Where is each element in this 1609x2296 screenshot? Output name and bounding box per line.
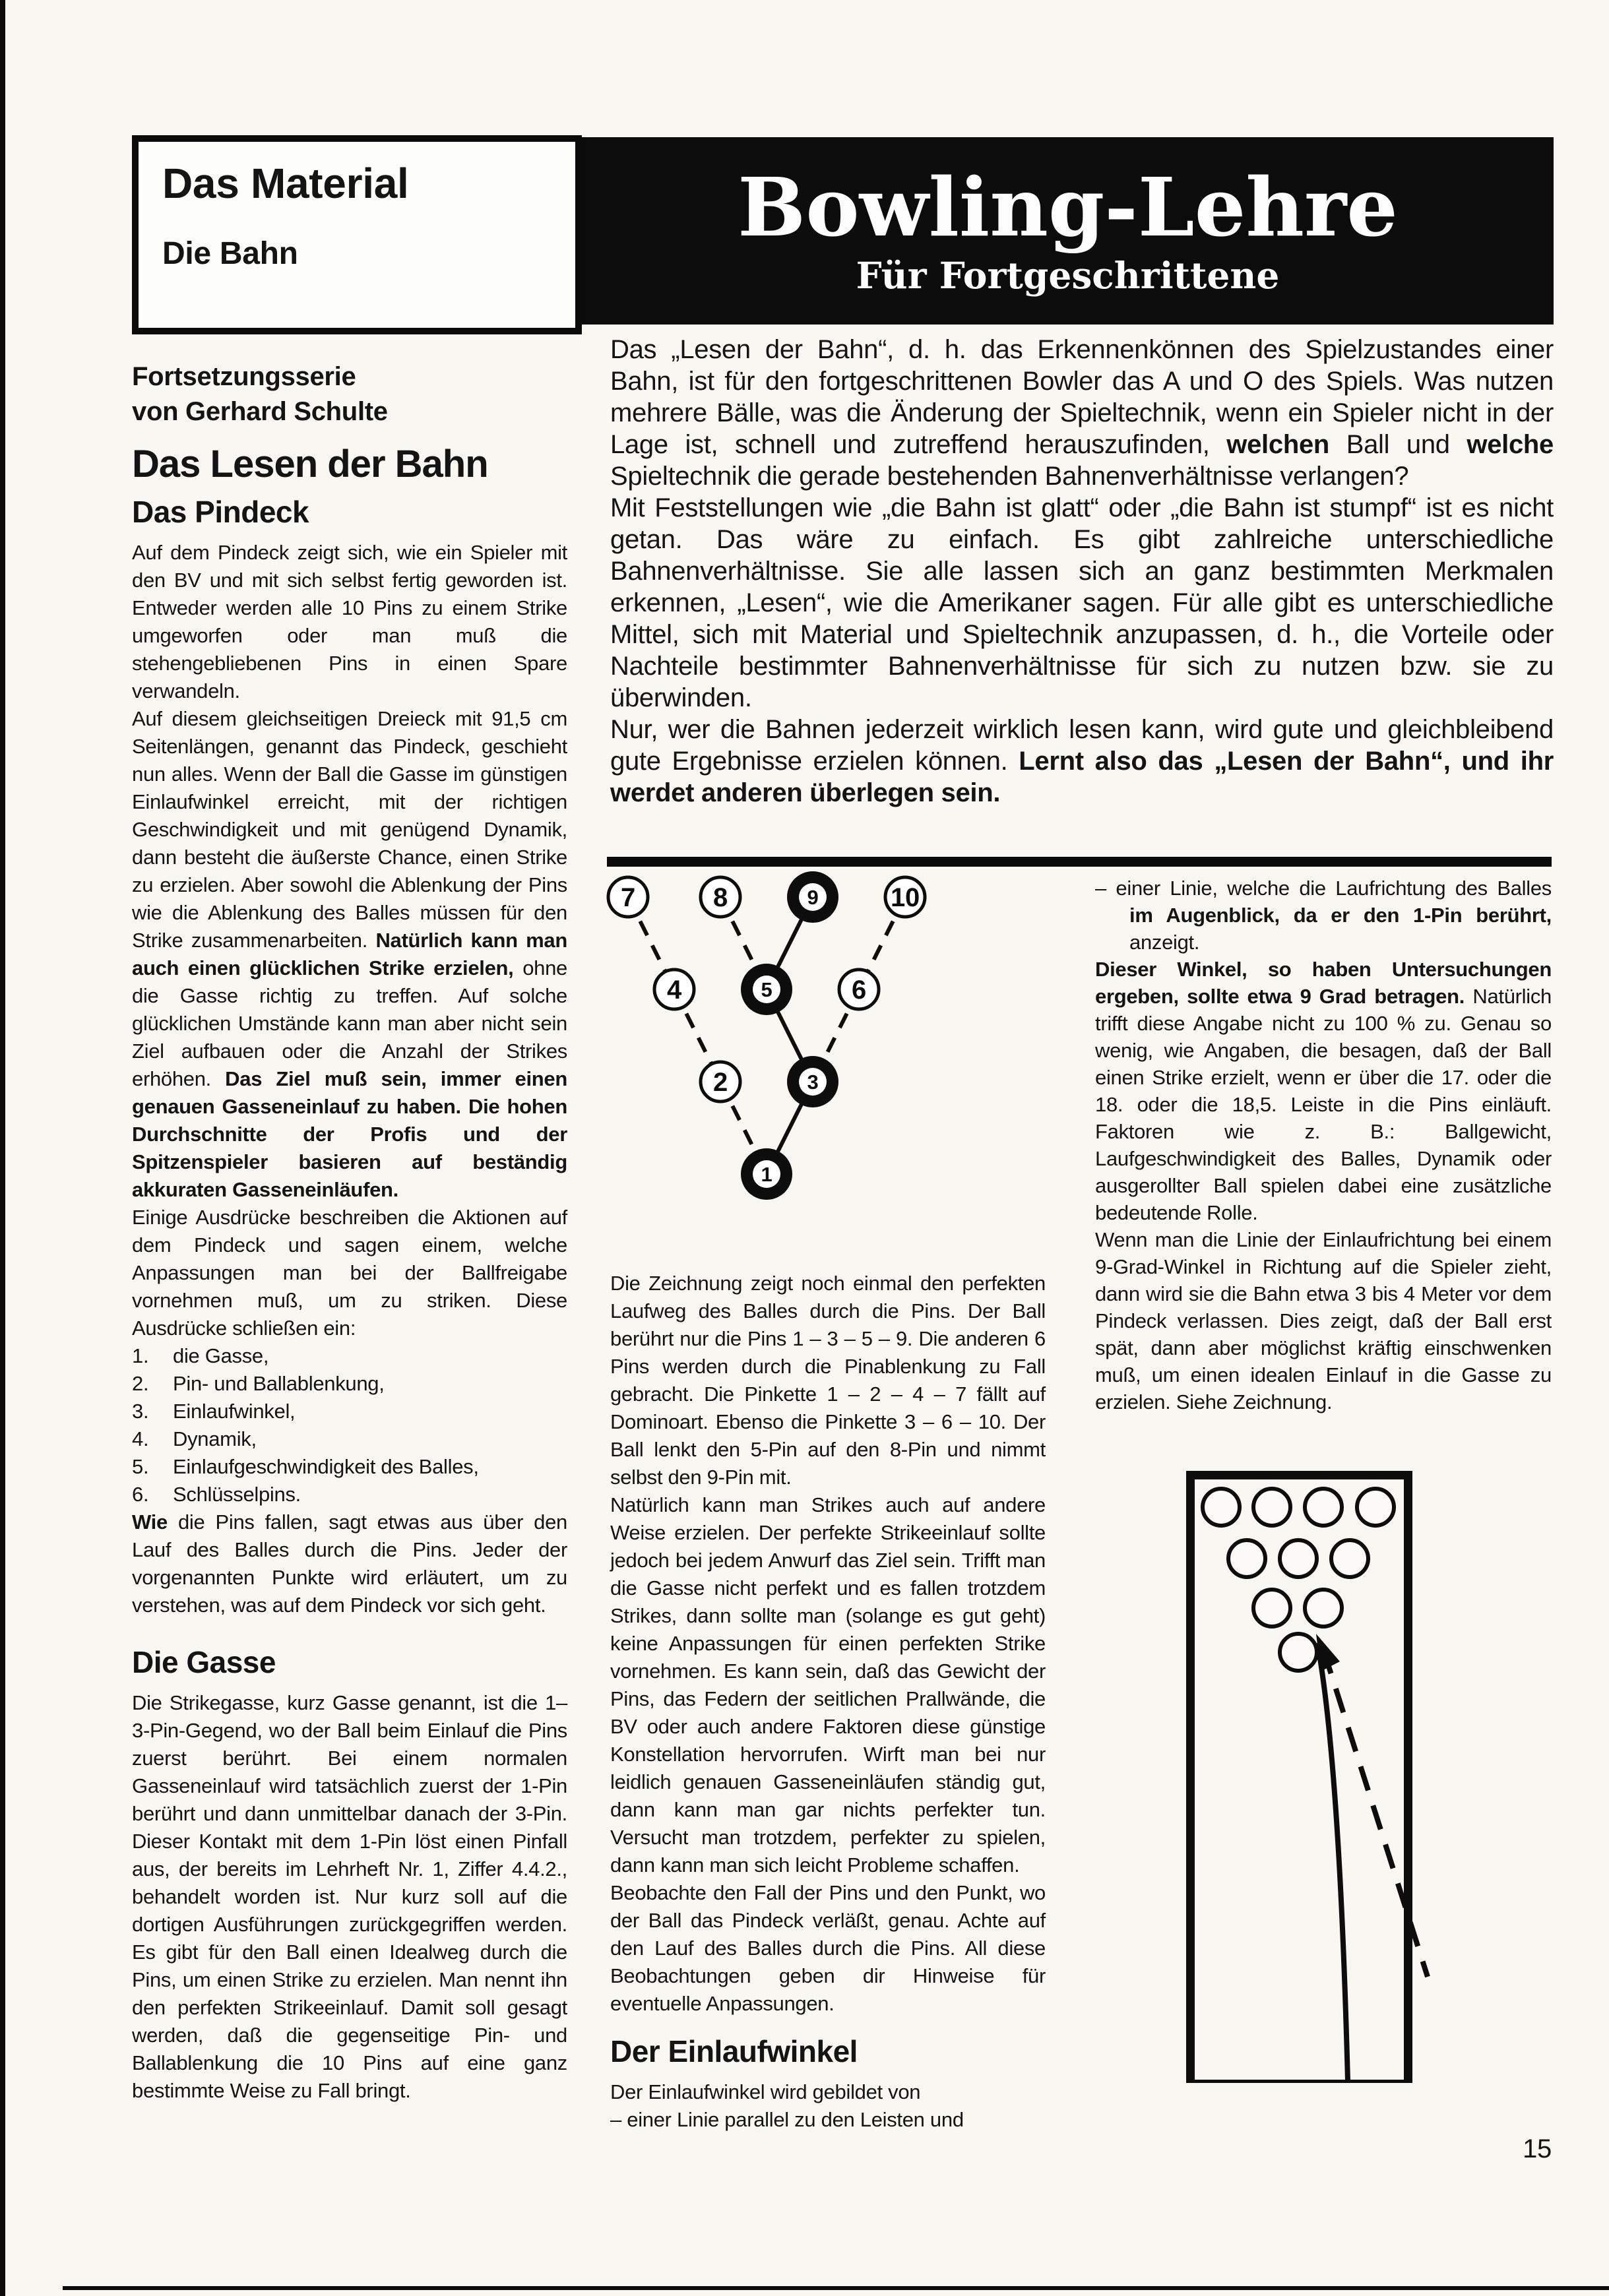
- left-column: [132, 359, 567, 2105]
- winkel-paragraph-2: Wenn man die Linie der Einlaufrichtung bei einem 9-Grad-Winkel in Richtung auf die Spieler zieht, dann wird sie die Bahn etwa 3 bis 4 Meter vor dem Pindeck verlassen. Dies zeigt, daß der Ball erst spät, dann aber möglichst kräftig einschwenken muß, um einen idealen Einlauf in die Gasse zu erzielen. Siehe Zeichnung.: [1095, 1228, 1552, 1413]
- list-item-text: die Gasse,: [173, 1344, 269, 1367]
- section-heading-gasse: Die Gasse: [132, 1645, 276, 1679]
- intro-paragraph-2: Mit Feststellungen wie „die Bahn ist glatt“ oder „die Bahn ist stumpf“ ist es nicht getan. Das wäre zu einfach. Es gibt zahlreiche unterschiedliche Bahnenverhältnisse. Sie alle lassen sich an ganz bestimmten Merkmalen erkennen, „Lesen“, wie die Amerikaner sagen. Für alle gibt es unterschiedliche Mittel, sich mit Material und Spieltechnik anzupassen, d. h., die Vorteile oder Nachteile bestimmter Bahnenverhältnisse für sich zu nutzen bzw. sie zu überwinden.: [610, 493, 1554, 712]
- list-item-text: Einlaufgeschwindigkeit des Balles,: [173, 1455, 479, 1478]
- pin-number: 8: [713, 883, 728, 912]
- gasse-paragraph: Die Strikegasse, kurz Gasse genannt, ist die 1–3-Pin-Gegend, wo der Ball beim Einlauf die Pins zuerst berührt. Bei einem normalen Gasseneinlauf wird tatsächlich zuerst der 1-Pin berührt und dann unmittelbar danach der 3-Pin. Dieser Kontakt mit dem 1-Pin löst einen Pinfall aus, der bereits im Lehrheft Nr. 1, Ziffer 4.4.2., behandelt worden ist. Nur kurz soll auf die dortigen Ausführungen zurückgegriffen werden. Es gibt für den Ball einen Idealweg durch die Pins, um einen Strike zu erzielen. Man nennt ihn den perfekten Strikeeinlauf. Damit soll gesagt werden, daß die gegenseitige Pin- und Ballablenkung die 10 Pins auf eine ganz bestimmte Weise zu Fall bringt.: [132, 1691, 567, 2102]
- list-item-number: 3.: [132, 1400, 149, 1423]
- winkel-paragraph-1: Dieser Winkel, so haben Untersuchungen ergeben, sollte etwa 9 Grad betragen. Natürlich trifft diese Angabe nicht zu 100 % zu. Genau so wenig, wie Angaben, die besagen, daß der Ball einen Strike erzielt, wenn er über die 17. oder die 18. oder die 18,5. Leiste in die Pins einläuft. Faktoren wie z. B.: Ballgewicht, Laufgeschwindigkeit des Balles, Dynamik oder ausgerollter Ball spielen dabei eine zusätzliche bedeutende Rolle.: [1095, 958, 1552, 1224]
- pin-3: [787, 1056, 838, 1107]
- einlaufwinkel-bullet-2: – einer Linie, welche die Laufrichtung des Balles im Augenblick, da er den 1-Pin berührt, anzeigt.: [1095, 877, 1552, 954]
- pin-7: [608, 877, 648, 917]
- pin-2: [701, 1062, 740, 1101]
- lane-pin: [1305, 1489, 1342, 1526]
- header-box-subtitle: Die Bahn: [162, 236, 298, 271]
- list-item: [132, 1398, 567, 1425]
- lane-pin: [1253, 1590, 1290, 1627]
- list-item-number: 6.: [132, 1483, 149, 1506]
- diagram-caption-paragraph-3: Beobachte den Fall der Pins und den Punkt, wo der Ball das Pindeck verläßt, genau. Achte auf den Lauf des Balles durch die Pins. All diese Beobachtungen geben dir Hinweise für eventuelle Anpassungen.: [610, 1881, 1046, 2015]
- pin-number: 1: [761, 1163, 773, 1186]
- pin-number: 10: [891, 883, 920, 912]
- list-item-text: Einlaufwinkel,: [173, 1400, 296, 1423]
- section-heading-einlaufwinkel: Der Einlaufwinkel: [610, 2034, 858, 2068]
- list-item-text: Schlüsselpins.: [173, 1483, 301, 1506]
- pin-10: [885, 877, 925, 917]
- pindeck-paragraph-3: Einige Ausdrücke beschreiben die Aktionen auf dem Pindeck und sagen einem, welche Anpassungen man bei der Ballfreigabe vornehmen muß, um zu striken. Diese Ausdrücke schließen ein:: [132, 1206, 567, 1340]
- pin-5: [741, 964, 792, 1015]
- lane-pin: [1305, 1590, 1342, 1627]
- lane-pin: [1357, 1489, 1394, 1526]
- bottom-rule: [63, 2286, 1609, 2290]
- byline: [132, 359, 567, 429]
- lane-pin: [1228, 1540, 1265, 1577]
- pin-4: [654, 970, 694, 1009]
- pin-number: 6: [852, 976, 866, 1005]
- diagram-caption-paragraph-2: Natürlich kann man Strikes auch auf andere Weise erzielen. Der perfekte Strikeeinlauf sollte jedoch bei jedem Anwurf das Ziel sein. Trifft man die Gasse nicht perfekt und es fallen trotzdem Strikes, dann sollte man (solange es gut geht) keine Anpassungen für einen perfekten Strike vornehmen. Es kann sein, daß das Gewicht der Pins, das Federn der seitlichen Prallwände, die BV oder auch andere Faktoren diese günstige Konstellation hervorrufen. Wirft man bei nur leidlich genauen Gasseneinläufen ständig gut, dann kann man gar nichts perfekter tun. Versucht man trotzdem, perfekter zu spielen, dann kann man sich leicht Probleme schaffen.: [610, 1493, 1046, 1877]
- adjustment-term-list: [132, 1342, 567, 1508]
- pin-number: 5: [761, 978, 773, 1001]
- pin-1: [741, 1148, 792, 1200]
- diagram-caption-paragraph-1: Die Zeichnung zeigt noch einmal den perfekten Laufweg des Balles durch die Pins. Der Ball berührt nur die Pins 1 – 3 – 5 – 9. Die anderen 6 Pins werden durch die Pinablenkung zu Fall gebracht. Die Pinkette 1 – 2 – 4 – 7 fällt auf Dominoart. Ebenso die Pinkette 3 – 6 – 10. Der Ball lenkt den 5-Pin auf den 8-Pin und nimmt selbst den 9-Pin mit.: [610, 1272, 1046, 1489]
- lane-pin: [1203, 1489, 1240, 1526]
- section-heading-pindeck: Das Pindeck: [132, 495, 309, 529]
- lane-pin: [1280, 1634, 1317, 1671]
- pin-9: [787, 871, 838, 923]
- lane-pin: [1331, 1540, 1368, 1577]
- pin-number: 9: [807, 886, 819, 909]
- byline-line-2: von Gerhard Schulte: [132, 397, 388, 426]
- einlaufwinkel-bullet-1: – einer Linie parallel zu den Leisten und: [610, 2108, 964, 2131]
- lane-pin: [1253, 1489, 1290, 1526]
- pin-number: 4: [667, 976, 681, 1005]
- banner: [582, 137, 1554, 325]
- byline-line-1: Fortsetzungsserie: [132, 362, 356, 391]
- list-item-number: 2.: [132, 1372, 149, 1395]
- einlaufwinkel-paragraph-1: Der Einlaufwinkel wird gebildet von: [610, 2080, 921, 2103]
- list-item: [132, 1425, 567, 1453]
- intro-block: [610, 334, 1554, 809]
- middle-column: [610, 1270, 1046, 2134]
- intro-paragraph-3: Nur, wer die Bahnen jederzeit wirklich lesen kann, wird gute und gleichbleibend gute Ergebnisse erzielen können. Lernt also das „Lesen der Bahn“, und ihr werdet anderen überlegen sein.: [610, 715, 1554, 807]
- pindeck-paragraph-1: Auf dem Pindeck zeigt sich, wie ein Spieler mit den BV und mit sich selbst fertig geworden ist. Entweder werden alle 10 Pins zu einem Strike umgeworfen oder man muß die stehengebliebenen Pins in einen Spare verwandeln.: [132, 541, 567, 702]
- list-item: [132, 1453, 567, 1481]
- pindeck-paragraph-4: Wie die Pins fallen, sagt etwas aus über den Lauf des Balles durch die Pins. Jeder der vorgenannten Punkte wird erläutert, um zu verstehen, was auf dem Pindeck vor sich geht.: [132, 1510, 567, 1617]
- list-item-text: Pin- und Ballablenkung,: [173, 1372, 385, 1395]
- list-item: [132, 1342, 567, 1370]
- header-box-title: Das Material: [162, 160, 409, 207]
- article-title: Das Lesen der Bahn: [132, 443, 488, 485]
- list-item: [132, 1370, 567, 1398]
- banner-subtitle: Für Fortgeschrittene: [856, 253, 1280, 297]
- lane-diagram-svg: [1183, 1468, 1447, 2094]
- pindeck-paragraph-2: Auf diesem gleichseitigen Dreieck mit 91,5 cm Seitenlängen, genannt das Pindeck, geschieht nun alles. Wenn der Ball die Gasse im günstigen Einlaufwinkel erreicht, mit der richtigen Geschwindigkeit und mit genügend Dynamik, dann besteht die äußerste Chance, einen Strike zu erzielen. Aber sowohl die Ablenkung der Pins wie die Ablenkung des Balles müssen für den Strike zusammenarbeiten. Natürlich kann man auch einen glücklichen Strike erzielen, ohne die Gasse richtig zu treffen. Auf solche glücklichen Umstände kann man aber nicht sein Ziel aufbauen oder die Anzahl der Strikes erhöhen. Das Ziel muß sein, immer einen genauen Gasseneinlauf zu haben. Die hohen Durchschnitte der Profis und der Spitzenspieler basieren auf beständig akkuraten Gasseneinläufen.: [132, 707, 567, 1201]
- banner-title: Bowling-Lehre: [738, 160, 1398, 255]
- list-item-text: Dynamik,: [173, 1427, 257, 1450]
- pin-number: 3: [807, 1070, 819, 1094]
- pin-8: [701, 877, 740, 917]
- right-column: [1095, 875, 1552, 1415]
- page-number: 15: [1523, 2134, 1552, 2163]
- pin-number: 2: [713, 1068, 728, 1097]
- list-item-number: 4.: [132, 1427, 149, 1450]
- pin-6: [839, 970, 879, 1009]
- list-item: [132, 1481, 567, 1508]
- pin-diagram-svg: [587, 864, 1049, 1214]
- scan-edge-strip: [0, 0, 5, 2296]
- lane-pin: [1280, 1540, 1317, 1577]
- list-item-number: 5.: [132, 1455, 149, 1478]
- header-box: [132, 135, 582, 334]
- pin-number: 7: [621, 883, 635, 912]
- intro-paragraph-1: Das „Lesen der Bahn“, d. h. das Erkennenkönnen des Spielzustandes einer Bahn, ist für den fortgeschrittenen Bowler das A und O des Spiels. Was nutzen mehrere Bälle, was die Änderung der Spieltechnik, wenn ein Spieler nicht in der Lage ist, schnell und zutreffend herauszufinden, welchen Ball und welche Spieltechnik die gerade bestehenden Bahnenverhältnisse verlangen?: [610, 335, 1554, 491]
- list-item-number: 1.: [132, 1344, 149, 1367]
